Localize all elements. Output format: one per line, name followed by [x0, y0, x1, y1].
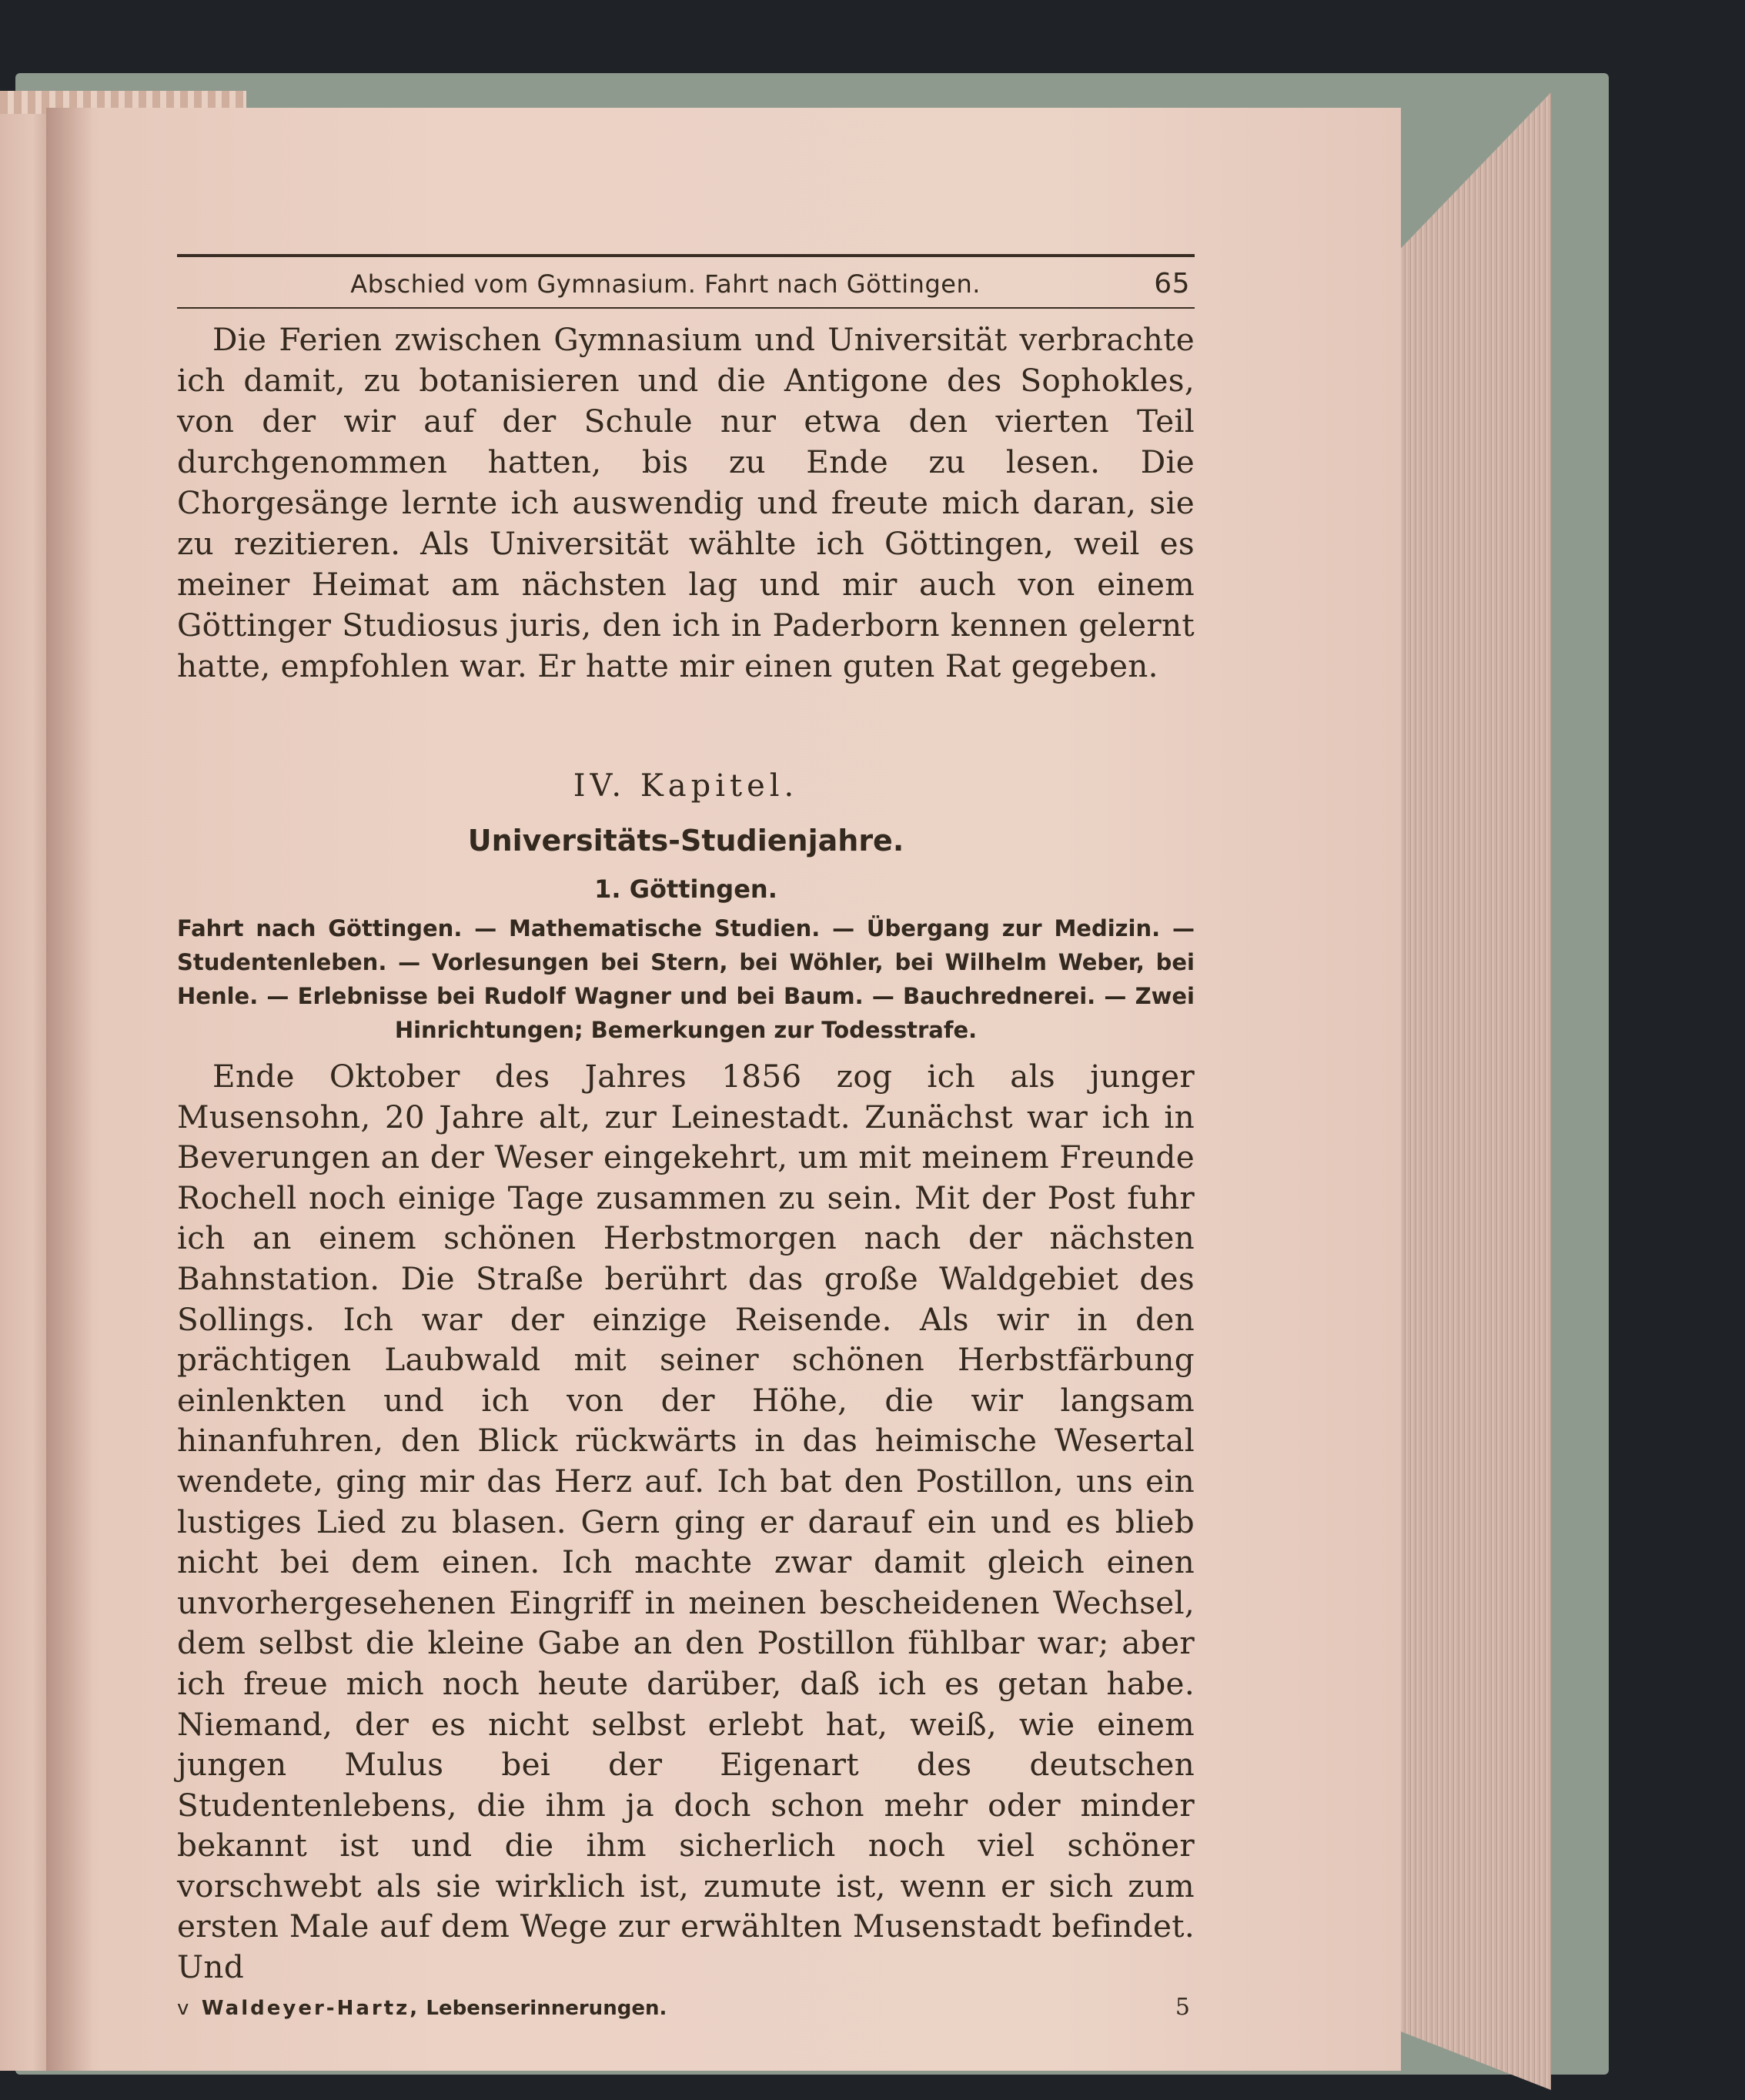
chapter-title: Universitäts-Studienjahre.	[467, 824, 904, 858]
page-number: 65	[1154, 268, 1190, 299]
section-title: 1. Göttingen.	[594, 874, 777, 904]
page-block-edges	[1397, 92, 1551, 2090]
page-footer	[177, 1994, 1195, 2021]
signature-mark: v	[177, 1996, 189, 2020]
signature-book: Lebenserinnerungen.	[426, 1996, 667, 2020]
running-head	[177, 257, 1195, 307]
spine-shadow	[46, 108, 92, 2071]
header-rule-bottom	[177, 307, 1195, 309]
signature-author: Waldeyer-Hartz,	[201, 1996, 420, 2020]
page-content	[177, 254, 1195, 2021]
paragraph-oktober: Ende Oktober des Jahres 1856 zog ich als junger Musensohn, 20 Jahre alt, zur Leinestadt. Zunächst war ich in Beverungen an der Weser eingekehrt, um mit meinem Freunde Rochell noch einige Tage zusammen zu sein. Mit der Post fuhr ich an einem schönen Herbstmorgen nach der nächsten Bahnstation. Die Straße berührt das große Waldgebiet des Sollings. Ich war der einzige Reisende. Als wir in den prächtigen Laubwald mit seiner schönen Herbstfärbung einlenkten und ich von der Höhe, die wir langsam hinanfuhren, den Blick rückwärts in das heimische Wesertal wendete, ging mir das Herz auf. Ich bat den Postillon, uns ein lustiges Lied zu blasen. Gern ging er darauf ein und es blieb nicht bei dem einen. Ich machte zwar damit gleich einen unvorhergesehenen Eingriff in meinen bescheidenen Wechsel, dem selbst die kleine Gabe an den Postillon fühlbar war; aber ich freue mich noch heute darüber, daß ich es getan habe. Niemand, der es nicht selbst erlebt hat, weiß, wie einem jungen Mulus bei der Eigenart des deutschen Studentenlebens, die ihm ja doch schon mehr oder minder bekannt ist und die ihm sicherlich noch viel schöner vorschwebt als sie wirklich ist, zumute ist, wenn er sich zum ersten Male auf dem Wege zur erwählten Musenstadt befindet. Und	[177, 1058, 1195, 1986]
chapter-summary: Fahrt nach Göttingen. — Mathematische Studien. — Übergang zur Medizin. — Studentenleben. — Vorlesungen bei Stern, bei Wöhler, bei Wilhelm Weber, bei Henle. — Erlebnisse bei Rudolf Wagner und bei Baum. — Bauchrednerei. — Zwei Hinrichtungen; Bemerkungen zur Todesstrafe.	[177, 915, 1195, 1043]
chapter-number: IV. Kapitel.	[573, 768, 799, 804]
signature-line	[177, 1997, 667, 2020]
sheet-number: 5	[1175, 1993, 1190, 2021]
running-head-title: Abschied vom Gymnasium. Fahrt nach Göttingen.	[350, 269, 981, 299]
paragraph-ferien: Die Ferien zwischen Gymnasium und Universität verbrachte ich damit, zu botanisieren und die Antigone des Sophokles, von der wir auf der Schule nur etwa den vierten Teil durchgenommen hatten, bis zu Ende zu lesen. Die Chorgesänge lernte ich auswendig und freute mich daran, sie zu rezitieren. Als Universität wählte ich Göttingen, weil es meiner Heimat am nächsten lag und mir auch von einem Göttinger Studiosus juris, den ich in Paderborn kennen gelernt hatte, empfohlen war. Er hatte mir einen guten Rat gegeben.	[177, 321, 1195, 684]
